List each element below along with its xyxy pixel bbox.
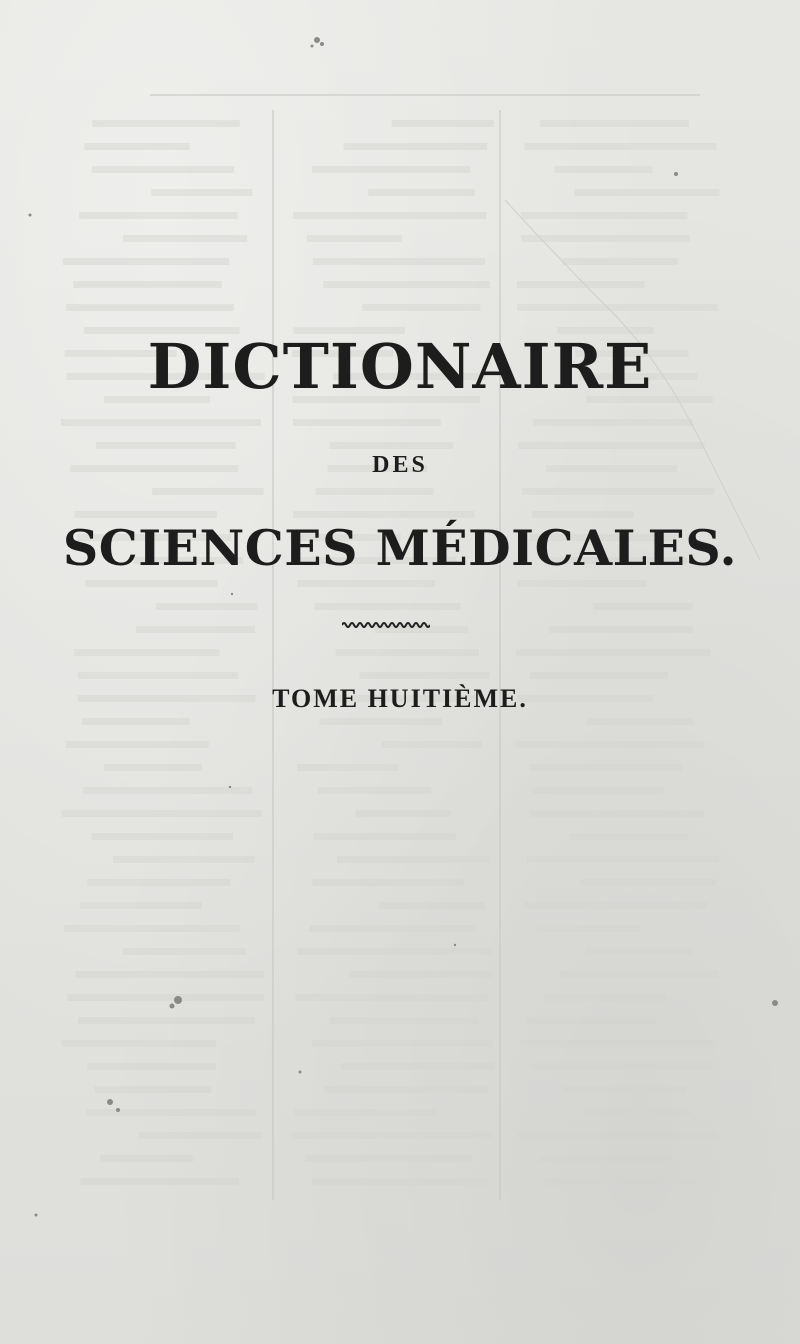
volume-number: TOME HUITIÈME. (272, 684, 528, 713)
wavy-ornament-rule (342, 620, 430, 630)
title-connector: DES (372, 452, 428, 478)
book-title: DICTIONAIRE (147, 330, 653, 403)
book-subject: SCIENCES MÉDICALES. (62, 519, 738, 577)
